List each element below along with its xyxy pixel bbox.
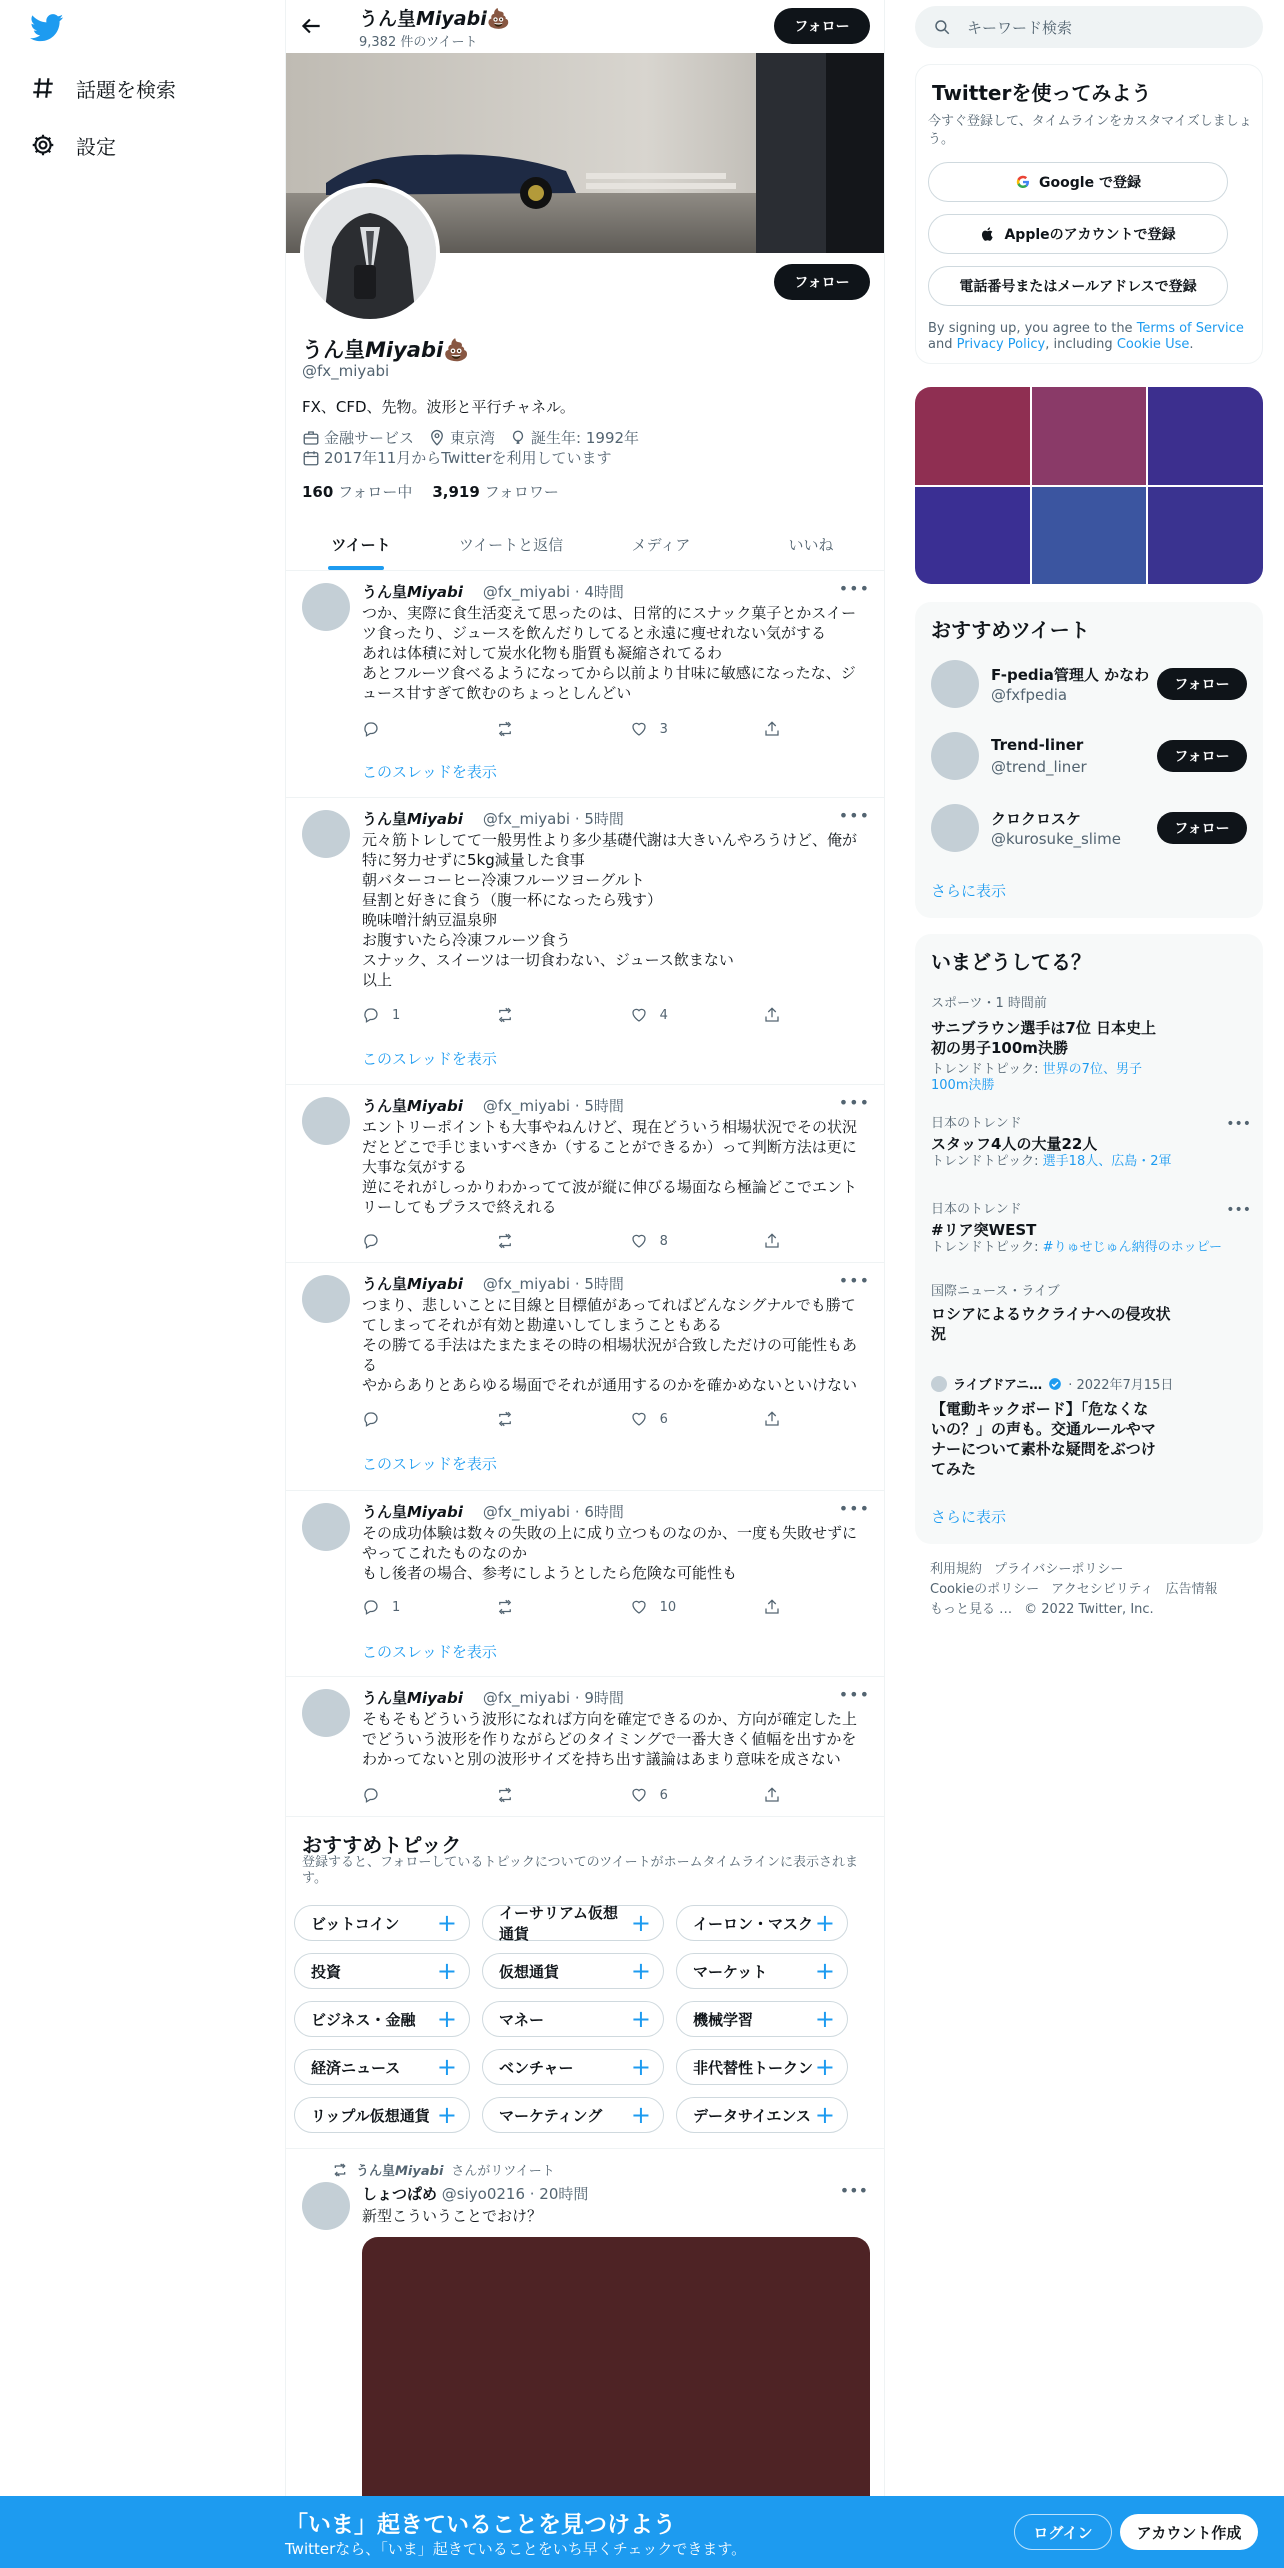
tweet-actions xyxy=(362,1229,792,1253)
plus-icon[interactable]: + xyxy=(630,2005,651,2033)
like-button[interactable]: 3 xyxy=(630,717,764,741)
share-button[interactable] xyxy=(763,1783,792,1807)
topic-chip[interactable]: 非代替性トークン + xyxy=(676,2049,848,2085)
tweet-meta: @siyo0216 · 20時間 xyxy=(441,2185,589,2203)
bottom-bar-subtitle: Twitterなら、「いま」起きていることをいち早くチェックできます。 xyxy=(285,2540,747,2558)
footer-links xyxy=(930,1560,1260,1620)
profile-header-bar xyxy=(286,0,885,53)
topics-subtitle: 登録すると、フォローしているトピックについてのツイートがホームタイムラインに表示されます。 xyxy=(302,1855,859,1886)
tweet-actions xyxy=(362,1783,792,1807)
topics-title: おすすめトピック xyxy=(302,1833,462,1857)
who-to-follow-card xyxy=(915,602,1263,918)
profile-avatar[interactable] xyxy=(300,183,440,323)
footer-link[interactable]: アクセシビリティ xyxy=(1051,1582,1154,1597)
profile-location: 東京湾 xyxy=(428,427,495,448)
topic-chip[interactable]: ベンチャー + xyxy=(482,2049,664,2085)
tweet-actions xyxy=(362,1595,792,1619)
topic-chip[interactable]: イーロン・マスク + xyxy=(676,1905,848,1941)
tweet-text: その成功体験は数々の失敗の上に成り立つものなのか、一度も失敗せずにやってこれたものなのか もし後者の場合、参考にしようとしたら危険な可能性も xyxy=(362,1524,858,1582)
avatar[interactable] xyxy=(302,810,350,858)
google-icon xyxy=(1015,174,1031,190)
plus-icon[interactable]: + xyxy=(436,2005,457,2033)
header-tweet-count: 9,382 件のツイート xyxy=(359,35,478,50)
more-icon[interactable]: ••• xyxy=(838,1499,870,1518)
share-icon xyxy=(763,720,781,738)
media-mosaic[interactable] xyxy=(915,387,1263,584)
topic-chip[interactable]: マーケティング + xyxy=(482,2097,664,2133)
share-button[interactable] xyxy=(763,1229,792,1253)
tweet-meta: @fx_miyabi · 5時間 xyxy=(482,1097,624,1115)
more-icon[interactable]: ••• xyxy=(838,1685,870,1704)
profile-follow-stats xyxy=(302,481,559,502)
tweet-actions xyxy=(362,1003,792,1027)
share-button[interactable] xyxy=(763,1595,792,1619)
retweet-icon xyxy=(496,1598,514,1616)
media-tile[interactable] xyxy=(1148,387,1263,485)
reply-icon xyxy=(362,1006,380,1024)
avatar[interactable] xyxy=(931,732,979,780)
search-icon xyxy=(933,18,951,36)
plus-icon[interactable]: + xyxy=(436,1909,457,1937)
media-tile[interactable] xyxy=(915,487,1030,585)
copyright: © 2022 Twitter, Inc. xyxy=(1024,1602,1154,1617)
tab-media[interactable]: メディア xyxy=(631,535,691,554)
show-thread-link[interactable]: このスレッドを表示 xyxy=(362,763,497,781)
verified-badge-icon xyxy=(1048,1377,1062,1391)
followers-link[interactable]: 3,919 フォロワー xyxy=(432,483,559,501)
tweet-meta: @fx_miyabi · 5時間 xyxy=(482,810,624,828)
plus-icon[interactable]: + xyxy=(814,1957,835,1985)
recommend-title: おすすめツイート xyxy=(931,618,1090,642)
plus-icon[interactable]: + xyxy=(630,1957,651,1985)
avatar[interactable] xyxy=(302,1503,350,1551)
topic-chip[interactable]: データサイエンス + xyxy=(676,2097,848,2133)
share-button[interactable] xyxy=(763,1003,792,1027)
tweet[interactable] xyxy=(286,1677,885,1817)
topic-chip[interactable]: 仮想通貨 + xyxy=(482,1953,664,1989)
reply-button[interactable]: 1 xyxy=(362,1595,496,1619)
trends-card xyxy=(915,934,1263,1544)
apple-icon xyxy=(980,226,996,242)
left-nav xyxy=(0,0,284,2568)
tweet-author[interactable]: うん皇𝙈𝙞𝙮𝙖𝙗𝙞 xyxy=(362,1275,463,1293)
tweet-meta: @fx_miyabi · 6時間 xyxy=(482,1503,624,1521)
topic-chip[interactable]: マネー + xyxy=(482,2001,664,2037)
retweet-icon xyxy=(496,1410,514,1428)
google-signup-button[interactable]: Google で登録 xyxy=(928,162,1228,202)
nav-settings-label: 設定 xyxy=(76,134,116,159)
news-source-avatar xyxy=(931,1376,947,1392)
reply-button[interactable] xyxy=(362,717,496,741)
footer-link[interactable]: Cookieのポリシー xyxy=(930,1582,1040,1597)
signup-subtitle: 今すぐ登録して、タイムラインをカスタマイズしましょう。 xyxy=(928,114,1252,147)
like-button[interactable]: 8 xyxy=(630,1229,764,1253)
reply-button[interactable] xyxy=(362,1783,496,1807)
retweet-icon xyxy=(496,1786,514,1804)
like-button[interactable]: 6 xyxy=(630,1407,764,1431)
follow-button[interactable]: フォロー xyxy=(1157,740,1247,772)
tweet-meta: @fx_miyabi · 9時間 xyxy=(482,1689,624,1707)
retweet-button[interactable] xyxy=(496,1783,630,1807)
plus-icon[interactable]: + xyxy=(630,1909,651,1937)
profile-joined: 2017年11月からTwitterを利用しています xyxy=(302,447,612,468)
avatar[interactable] xyxy=(302,1097,350,1145)
plus-icon[interactable]: + xyxy=(814,2053,835,2081)
reply-icon xyxy=(362,1410,380,1428)
tweet-meta: @fx_miyabi · 4時間 xyxy=(482,583,624,601)
share-icon xyxy=(763,1006,781,1024)
tweet-text: つまり、悲しいことに目線と目標値があってればどんなシグナルでも勝ててしまってそれが有効と勘違いしてしまうこともある その勝てる手法はたまたまその時の相場状況が合致しただけの可能性もある やからありとあらゆる場面でそれが通用するのかを確かめないといけない xyxy=(362,1296,858,1394)
trend-item[interactable]: 国際ニュース・ライブ ロシアによるウクライナへの侵攻状況 xyxy=(931,1284,1171,1343)
bottom-signup-bar xyxy=(0,2496,1284,2568)
search-placeholder: キーワード検索 xyxy=(967,18,1073,37)
calendar-icon xyxy=(302,449,320,467)
profile-timeline xyxy=(285,0,885,2568)
signup-legal: By signing up, you agree to the Terms of Service and Privacy Policy, including Cookie Use. xyxy=(928,321,1244,352)
recommended-user[interactable]: Trend-liner @trend_liner フォロー xyxy=(931,730,1247,782)
trend-item[interactable]: 日本のトレンド スタッフ4人の大量22人 トレンドトピック: 選手18人、広島・2軍 ••• xyxy=(931,1116,1251,1169)
more-icon[interactable]: ••• xyxy=(839,2181,868,2200)
retweet-button[interactable] xyxy=(496,717,630,741)
signup-card xyxy=(915,64,1263,364)
recommended-user[interactable]: F-pedia管理人 かなわ @fxfpedia フォロー xyxy=(931,658,1247,710)
profile-bio: FX、CFD、先物。波形と平行チャネル。 xyxy=(302,398,575,416)
retweet-button[interactable] xyxy=(496,1407,630,1431)
profile-category: 金融サービス xyxy=(302,427,414,448)
reply-icon xyxy=(362,1598,380,1616)
reply-button[interactable]: 1 xyxy=(362,1003,496,1027)
reply-icon xyxy=(362,1786,380,1804)
heart-icon xyxy=(630,1410,648,1428)
heart-icon xyxy=(630,1598,648,1616)
divider xyxy=(286,2148,885,2149)
retweet-icon xyxy=(332,2162,348,2178)
like-button[interactable]: 6 xyxy=(630,1783,764,1807)
plus-icon[interactable]: + xyxy=(436,1957,457,1985)
tweet-author[interactable]: うん皇𝙈𝙞𝙮𝙖𝙗𝙞 xyxy=(362,1689,463,1707)
show-more-link[interactable]: さらに表示 xyxy=(931,1508,1007,1526)
tweet-text: 新型こういうことでおけ？ xyxy=(362,2207,543,2225)
follow-button[interactable]: フォロー xyxy=(1157,668,1247,700)
follow-button[interactable]: フォロー xyxy=(1157,812,1247,844)
tweet[interactable] xyxy=(286,1491,885,1677)
profile-birth: 誕生年: 1992年 xyxy=(509,427,639,448)
plus-icon[interactable]: + xyxy=(630,2101,651,2129)
heart-icon xyxy=(630,1232,648,1250)
tweet-author[interactable]: うん皇𝙈𝙞𝙮𝙖𝙗𝙞 xyxy=(362,1097,463,1115)
more-icon[interactable]: ••• xyxy=(838,806,870,825)
privacy-link[interactable]: Privacy Policy xyxy=(956,337,1046,352)
profile-tabs xyxy=(286,518,885,571)
trend-item[interactable]: 日本のトレンド #リア突WEST トレンドトピック: #りゅせじゅん納得のホッピー ••• xyxy=(931,1202,1251,1255)
avatar[interactable] xyxy=(302,1689,350,1737)
topic-chip[interactable]: 機械学習 + xyxy=(676,2001,848,2037)
signup-button[interactable]: アカウント作成 xyxy=(1120,2514,1258,2550)
more-icon[interactable]: ••• xyxy=(1226,1116,1251,1132)
avatar[interactable] xyxy=(302,583,350,631)
topic-chip[interactable]: マーケット + xyxy=(676,1953,848,1989)
recommended-user[interactable]: クロクロスケ @kurosuke_slime フォロー xyxy=(931,802,1247,854)
tab-tweets[interactable]: ツイート xyxy=(286,518,436,570)
plus-icon[interactable]: + xyxy=(814,2005,835,2033)
reply-icon xyxy=(362,1232,380,1250)
more-icon[interactable]: ••• xyxy=(838,579,870,598)
right-sidebar xyxy=(885,0,1284,2568)
media-tile[interactable] xyxy=(1148,487,1263,585)
show-thread-link[interactable]: このスレッドを表示 xyxy=(362,1050,497,1068)
media-tile[interactable] xyxy=(1032,387,1147,485)
tab-likes[interactable]: いいね xyxy=(788,535,834,554)
tweet-actions xyxy=(362,1407,792,1431)
media-tile[interactable] xyxy=(1032,487,1147,585)
tab-tweets-replies[interactable]: ツイートと返信 xyxy=(458,535,564,554)
avatar[interactable] xyxy=(302,1275,350,1323)
tweet[interactable] xyxy=(286,571,885,798)
trends-title: いまどうしてる？ xyxy=(931,950,1091,974)
footer-link[interactable]: もっと見る … xyxy=(930,1602,1013,1617)
share-button[interactable] xyxy=(763,717,792,741)
terms-link[interactable]: Terms of Service xyxy=(1136,321,1244,336)
show-thread-link[interactable]: このスレッドを表示 xyxy=(362,1643,497,1661)
tweet-author[interactable]: うん皇𝙈𝙞𝙮𝙖𝙗𝙞 xyxy=(362,810,463,828)
profile-name: うん皇𝙈𝙞𝙮𝙖𝙗𝙞💩 xyxy=(302,338,470,362)
retweet-button[interactable] xyxy=(496,1595,630,1619)
more-icon[interactable]: ••• xyxy=(1226,1202,1251,1218)
plus-icon[interactable]: + xyxy=(436,2053,457,2081)
balloon-icon xyxy=(509,429,527,447)
retweet-button[interactable] xyxy=(496,1229,630,1253)
footer-link[interactable]: 広告情報 xyxy=(1165,1582,1218,1597)
search-input[interactable] xyxy=(915,6,1263,48)
more-icon[interactable]: ••• xyxy=(838,1271,870,1290)
topic-chip[interactable]: ビジネス・金融 + xyxy=(294,2001,470,2037)
login-button[interactable]: ログイン xyxy=(1014,2514,1112,2550)
tweet-text: エントリーポイントも大事やねんけど、現在どういう相場状況でその状況だとどこで手じまいすべきか（することができるか）って判断方法は更に大事な気がする 逆にそれがしっかりわかってて波が縦に伸びる場面なら極論どこでエントリーしてもプラスで終えれる xyxy=(362,1118,858,1216)
bottom-bar-title: 「いま」起きていることを見つけよう xyxy=(285,2512,676,2538)
topic-chip[interactable]: 投資 + xyxy=(294,1953,470,1989)
tweet-meta: @fx_miyabi · 5時間 xyxy=(482,1275,624,1293)
avatar[interactable] xyxy=(302,2182,350,2230)
tweet-author[interactable]: うん皇𝙈𝙞𝙮𝙖𝙗𝙞 xyxy=(362,1503,463,1521)
header-profile-name: うん皇𝙈𝙞𝙮𝙖𝙗𝙞💩 xyxy=(359,8,511,30)
footer-link[interactable]: 利用規約 xyxy=(930,1562,983,1577)
cookie-link[interactable]: Cookie Use xyxy=(1116,337,1190,352)
topic-chip[interactable]: イーサリアム仮想通貨 + xyxy=(482,1905,664,1941)
show-more-link[interactable]: さらに表示 xyxy=(931,882,1007,900)
retweet-button[interactable] xyxy=(496,1003,630,1027)
plus-icon[interactable]: + xyxy=(630,2053,651,2081)
avatar[interactable] xyxy=(931,804,979,852)
tweet[interactable] xyxy=(286,1263,885,1491)
nav-explore-label: 話題を検索 xyxy=(76,77,176,102)
media-tile[interactable] xyxy=(915,387,1030,485)
profile-follow-button[interactable]: フォロー xyxy=(774,264,870,300)
plus-icon[interactable]: + xyxy=(436,2101,457,2129)
tweet[interactable] xyxy=(286,798,885,1085)
hashtag-icon xyxy=(30,75,56,101)
retweet-icon xyxy=(496,1006,514,1024)
heart-icon xyxy=(630,720,648,738)
tweet-text: そもそもどういう波形になれば方向を確定できるのか、方向が確定した上でどういう波形を作りながらどのタイミングで一番大きく値幅を出すかをわかってないと別の波形サイズを持ち出す議論はあまり意味を成さない xyxy=(362,1710,858,1768)
news-item[interactable]: ライブドアニ… · 2022年7月15日 【電動キックボード】「危なくないの？」の声も。交通ルールやマナーについて素朴な疑問をぶつけてみた xyxy=(931,1374,1251,1479)
retweet-icon xyxy=(496,1232,514,1250)
topic-chip[interactable]: 経済ニュース + xyxy=(294,2049,470,2085)
profile-handle: @fx_miyabi xyxy=(302,362,390,380)
share-icon xyxy=(763,1410,781,1428)
topic-chip[interactable]: ビットコイン + xyxy=(294,1905,470,1941)
tweet-text: つか、実際に食生活変えて思ったのは、日常的にスナック菓子とかスイーツ食ったり、ジュースを飲んだりしてると永遠に痩せれない気がする あれは体積に対して炭水化物も脂質も凝縮されてるわ あとフルーツ食べるようになってから以前より甘味に敏感になったな、ジュース甘すぎて飲むのちょっとしんどい xyxy=(362,604,857,702)
profile-meta xyxy=(302,427,639,448)
retweet-context: うん皇𝙈𝙞𝙮𝙖𝙗𝙞 さんがリツイート xyxy=(332,2160,555,2179)
header-follow-button[interactable]: フォロー xyxy=(774,8,870,44)
tweet-author[interactable]: しょつぱめ xyxy=(362,2185,438,2203)
nav-settings[interactable] xyxy=(30,125,116,165)
reply-button[interactable] xyxy=(362,1229,496,1253)
reply-icon xyxy=(362,720,380,738)
tweet-author[interactable]: うん皇𝙈𝙞𝙮𝙖𝙗𝙞 xyxy=(362,583,463,601)
retweet-icon xyxy=(496,720,514,738)
phone-email-signup-button[interactable]: 電話番号またはメールアドレスで登録 xyxy=(928,266,1228,306)
following-link[interactable]: 160 フォロー中 xyxy=(302,483,413,501)
signup-title: Twitterを使ってみよう xyxy=(932,81,1152,105)
gear-icon xyxy=(30,132,56,158)
like-button[interactable]: 4 xyxy=(630,1003,764,1027)
more-icon[interactable]: ••• xyxy=(838,1093,870,1112)
topic-chip[interactable]: リップル仮想通貨 + xyxy=(294,2097,470,2133)
nav-explore[interactable] xyxy=(30,68,176,108)
heart-icon xyxy=(630,1006,648,1024)
twitter-logo-icon[interactable] xyxy=(30,14,64,42)
location-pin-icon xyxy=(428,429,446,447)
tweet-actions xyxy=(362,717,792,741)
tweet-text: 元々筋トレしてて一般男性より多少基礎代謝は大きいんやろうけど、俺が特に努力せずに5kg減量した食事 朝バターコーヒー冷凍フルーツヨーグルト 昼割と好きに食う（腹一杯になったら残す） 晩味噌汁納豆温泉卵 お腹すいたら冷凍フルーツ食う スナック、スイーツは一切食わない、ジュース飲まない 以上 xyxy=(362,831,858,989)
apple-signup-button[interactable]: Appleのアカウントで登録 xyxy=(928,214,1228,254)
share-icon xyxy=(763,1232,781,1250)
share-button[interactable] xyxy=(763,1407,792,1431)
reply-button[interactable] xyxy=(362,1407,496,1431)
plus-icon[interactable]: + xyxy=(814,1909,835,1937)
like-button[interactable]: 10 xyxy=(630,1595,764,1619)
back-arrow-icon[interactable] xyxy=(298,13,324,39)
share-icon xyxy=(763,1598,781,1616)
avatar[interactable] xyxy=(931,660,979,708)
footer-link[interactable]: プライバシーポリシー xyxy=(994,1562,1124,1577)
trend-item[interactable]: スポーツ・1 時間前 サニブラウン選手は7位 日本史上初の男子100m決勝 トレンドトピック: 世界の7位、男子100m決勝 xyxy=(931,996,1157,1093)
plus-icon[interactable]: + xyxy=(814,2101,835,2129)
briefcase-icon xyxy=(302,429,320,447)
share-icon xyxy=(763,1786,781,1804)
heart-icon xyxy=(630,1786,648,1804)
tweet[interactable] xyxy=(286,1085,885,1263)
show-thread-link[interactable]: このスレッドを表示 xyxy=(362,1455,497,1473)
